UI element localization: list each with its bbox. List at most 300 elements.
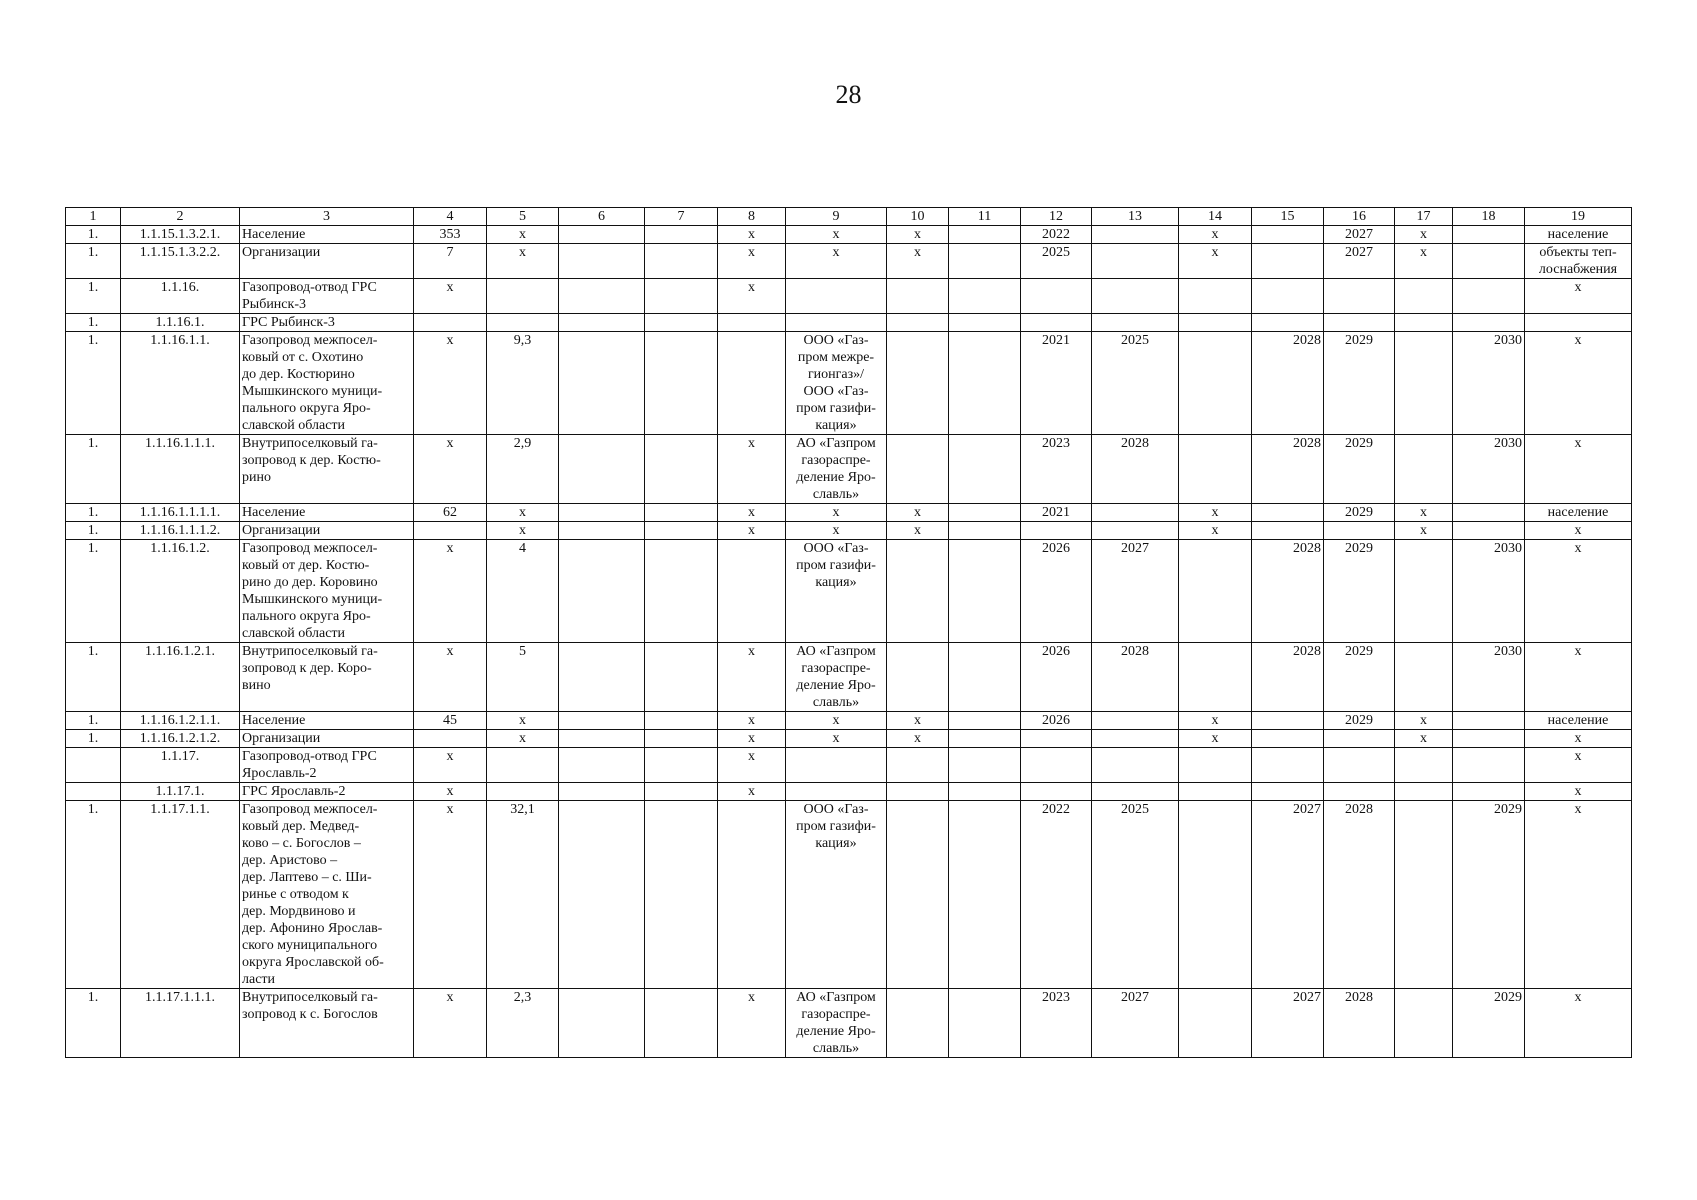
table-cell bbox=[887, 540, 949, 643]
column-header: 4 bbox=[414, 208, 487, 226]
table-cell bbox=[487, 314, 559, 332]
table-cell: Газопровод межпосел- ковый дер. Медвед- ково – с. Богослов – дер. Аристово – дер. Лаптево – с. Ши- ринье с отводом к дер. Мордвиново и дер. Афонино Ярослав- ского муниципального округа Ярославской об- ласти bbox=[240, 801, 414, 989]
table-cell bbox=[718, 332, 786, 435]
header-row bbox=[66, 208, 1632, 226]
table-cell: x bbox=[414, 540, 487, 643]
table-cell bbox=[559, 435, 645, 504]
table-cell: x bbox=[1525, 643, 1632, 712]
table-cell bbox=[559, 244, 645, 279]
table-cell bbox=[949, 748, 1021, 783]
table-cell: ГРС Ярославль-2 bbox=[240, 783, 414, 801]
table-cell: x bbox=[487, 504, 559, 522]
table-cell bbox=[1324, 748, 1395, 783]
table-cell: 1. bbox=[66, 504, 121, 522]
table-cell bbox=[949, 332, 1021, 435]
table-cell: 1. bbox=[66, 643, 121, 712]
table-cell bbox=[1092, 226, 1179, 244]
table-cell: 2023 bbox=[1021, 989, 1092, 1058]
table-cell bbox=[1252, 244, 1324, 279]
table-cell bbox=[1395, 332, 1453, 435]
table-cell bbox=[645, 748, 718, 783]
table-cell bbox=[949, 540, 1021, 643]
table-cell: x bbox=[1525, 801, 1632, 989]
table-cell: объекты теп- лоснабжения bbox=[1525, 244, 1632, 279]
table-cell bbox=[1092, 244, 1179, 279]
table-cell bbox=[1453, 314, 1525, 332]
column-header: 1 bbox=[66, 208, 121, 226]
table-cell bbox=[1453, 279, 1525, 314]
table-cell: x bbox=[1179, 712, 1252, 730]
table-cell bbox=[887, 801, 949, 989]
table-cell bbox=[645, 522, 718, 540]
table-row bbox=[66, 748, 1632, 783]
table-cell: x bbox=[414, 989, 487, 1058]
table-cell: Население bbox=[240, 226, 414, 244]
table-cell: x bbox=[1395, 244, 1453, 279]
table-cell bbox=[1395, 748, 1453, 783]
table-cell: 1.1.16.1.2.1. bbox=[121, 643, 240, 712]
table-cell bbox=[1179, 540, 1252, 643]
table-row bbox=[66, 226, 1632, 244]
table-cell: x bbox=[1525, 540, 1632, 643]
table-cell: x bbox=[1395, 730, 1453, 748]
table-cell: x bbox=[1525, 435, 1632, 504]
table-row bbox=[66, 504, 1632, 522]
column-header: 12 bbox=[1021, 208, 1092, 226]
table-cell bbox=[786, 314, 887, 332]
table-cell: 1.1.16.1.1.1. bbox=[121, 435, 240, 504]
table-cell: 1.1.17. bbox=[121, 748, 240, 783]
table-cell bbox=[1453, 504, 1525, 522]
table-cell: 2028 bbox=[1324, 801, 1395, 989]
table-cell: x bbox=[414, 801, 487, 989]
table-cell bbox=[487, 783, 559, 801]
table-row bbox=[66, 801, 1632, 989]
table-cell: Внутрипоселковый га- зопровод к с. Богослов bbox=[240, 989, 414, 1058]
table-cell bbox=[645, 730, 718, 748]
table-cell: 2027 bbox=[1092, 989, 1179, 1058]
table-cell: АО «Газпром газораспре- деление Яро- славль» bbox=[786, 435, 887, 504]
table-cell bbox=[1021, 783, 1092, 801]
column-header: 9 bbox=[786, 208, 887, 226]
table-cell bbox=[1252, 730, 1324, 748]
table-cell: 1.1.16.1.1.1.2. bbox=[121, 522, 240, 540]
table-cell: x bbox=[718, 643, 786, 712]
table-row bbox=[66, 989, 1632, 1058]
table-cell: x bbox=[1525, 730, 1632, 748]
table-cell bbox=[786, 783, 887, 801]
table-cell: 2030 bbox=[1453, 540, 1525, 643]
table-cell bbox=[1092, 314, 1179, 332]
column-header: 5 bbox=[487, 208, 559, 226]
table-cell: Газопровод-отвод ГРС Рыбинск-3 bbox=[240, 279, 414, 314]
table-cell: x bbox=[487, 522, 559, 540]
table-cell bbox=[645, 643, 718, 712]
column-header: 8 bbox=[718, 208, 786, 226]
table-cell bbox=[949, 279, 1021, 314]
table-cell: Организации bbox=[240, 244, 414, 279]
table-cell: 2022 bbox=[1021, 801, 1092, 989]
table-cell: x bbox=[718, 279, 786, 314]
table-cell bbox=[1179, 314, 1252, 332]
table-cell: x bbox=[718, 989, 786, 1058]
table-cell bbox=[66, 783, 121, 801]
table-cell: 1. bbox=[66, 279, 121, 314]
table-cell: 2030 bbox=[1453, 643, 1525, 712]
table-cell: 1. bbox=[66, 540, 121, 643]
table-cell bbox=[559, 504, 645, 522]
table-cell: x bbox=[718, 522, 786, 540]
table-cell bbox=[1021, 748, 1092, 783]
table-cell: x bbox=[718, 435, 786, 504]
table-cell bbox=[949, 314, 1021, 332]
table-cell: Внутрипоселковый га- зопровод к дер. Костю- рино bbox=[240, 435, 414, 504]
table-cell: x bbox=[487, 244, 559, 279]
table-cell bbox=[1092, 712, 1179, 730]
table-cell bbox=[645, 435, 718, 504]
page-number: 28 bbox=[835, 80, 862, 109]
column-header: 16 bbox=[1324, 208, 1395, 226]
table-cell bbox=[1092, 522, 1179, 540]
table-cell bbox=[559, 748, 645, 783]
table-cell: x bbox=[786, 522, 887, 540]
table-cell: 1.1.16.1.2.1.2. bbox=[121, 730, 240, 748]
table-cell: x bbox=[487, 712, 559, 730]
table-cell bbox=[1092, 748, 1179, 783]
table-cell bbox=[1252, 712, 1324, 730]
table-cell bbox=[1395, 435, 1453, 504]
table-cell bbox=[1395, 540, 1453, 643]
table-row bbox=[66, 712, 1632, 730]
table-cell: 1. bbox=[66, 435, 121, 504]
table-cell: АО «Газпром газораспре- деление Яро- славль» bbox=[786, 989, 887, 1058]
table-cell: 2029 bbox=[1324, 504, 1395, 522]
table-cell: 2026 bbox=[1021, 643, 1092, 712]
table-cell bbox=[559, 801, 645, 989]
table-cell bbox=[1021, 522, 1092, 540]
table-cell: 1. bbox=[66, 712, 121, 730]
table-cell: x bbox=[718, 730, 786, 748]
table-cell: 45 bbox=[414, 712, 487, 730]
table-cell: x bbox=[786, 712, 887, 730]
table-cell: 32,1 bbox=[487, 801, 559, 989]
table-row bbox=[66, 435, 1632, 504]
table-row bbox=[66, 314, 1632, 332]
table-cell bbox=[414, 730, 487, 748]
table-cell bbox=[414, 314, 487, 332]
table-cell: 1. bbox=[66, 989, 121, 1058]
table-cell bbox=[1525, 314, 1632, 332]
table-cell: x bbox=[1179, 730, 1252, 748]
column-header: 2 bbox=[121, 208, 240, 226]
table-cell: Внутрипоселковый га- зопровод к дер. Коро- вино bbox=[240, 643, 414, 712]
table-cell: 2025 bbox=[1021, 244, 1092, 279]
table-row bbox=[66, 730, 1632, 748]
table-cell: 2026 bbox=[1021, 712, 1092, 730]
table-cell: x bbox=[887, 522, 949, 540]
table-cell: 1.1.16.1. bbox=[121, 314, 240, 332]
table-cell: x bbox=[1525, 522, 1632, 540]
table-cell bbox=[1179, 332, 1252, 435]
table-cell bbox=[1021, 279, 1092, 314]
table-cell bbox=[1179, 748, 1252, 783]
column-header: 3 bbox=[240, 208, 414, 226]
table-cell bbox=[1179, 435, 1252, 504]
table-cell bbox=[949, 783, 1021, 801]
table-cell: Население bbox=[240, 712, 414, 730]
table-cell: 2029 bbox=[1324, 435, 1395, 504]
column-header: 19 bbox=[1525, 208, 1632, 226]
table-cell: x bbox=[1525, 279, 1632, 314]
table-cell: 2028 bbox=[1324, 989, 1395, 1058]
table-cell bbox=[1395, 783, 1453, 801]
table-cell: Газопровод межпосел- ковый от с. Охотино до дер. Костюрино Мышкинского муници- пального округа Яро- славской области bbox=[240, 332, 414, 435]
table-cell bbox=[786, 279, 887, 314]
table-row bbox=[66, 279, 1632, 314]
table-cell: 1.1.16.1.1.1.1. bbox=[121, 504, 240, 522]
table-cell: 2028 bbox=[1252, 435, 1324, 504]
table-cell: x bbox=[1525, 989, 1632, 1058]
table-cell bbox=[1021, 314, 1092, 332]
table-cell: население bbox=[1525, 226, 1632, 244]
table-cell: Организации bbox=[240, 730, 414, 748]
table-cell: x bbox=[1179, 504, 1252, 522]
table-cell: 1. bbox=[66, 801, 121, 989]
table-cell: 1.1.16.1.2.1.1. bbox=[121, 712, 240, 730]
table-cell: x bbox=[718, 226, 786, 244]
table-cell: x bbox=[414, 332, 487, 435]
table-cell: Газопровод межпосел- ковый от дер. Костю- рино до дер. Коровино Мышкинского муници- пального округа Яро- славской области bbox=[240, 540, 414, 643]
table-cell bbox=[949, 730, 1021, 748]
table-cell: АО «Газпром газораспре- деление Яро- славль» bbox=[786, 643, 887, 712]
table-cell bbox=[645, 504, 718, 522]
table-cell: x bbox=[414, 279, 487, 314]
table-cell bbox=[1021, 730, 1092, 748]
table-cell: x bbox=[487, 730, 559, 748]
data-table bbox=[65, 207, 1632, 1058]
table-cell: x bbox=[1395, 712, 1453, 730]
table-cell: x bbox=[1525, 332, 1632, 435]
table-cell bbox=[1179, 989, 1252, 1058]
table-cell: x bbox=[887, 504, 949, 522]
table-cell: 2028 bbox=[1252, 332, 1324, 435]
table-cell bbox=[949, 226, 1021, 244]
table-cell: Газопровод-отвод ГРС Ярославль-2 bbox=[240, 748, 414, 783]
column-header: 11 bbox=[949, 208, 1021, 226]
table-cell: 2025 bbox=[1092, 801, 1179, 989]
table-cell bbox=[645, 989, 718, 1058]
table-cell: 1.1.15.1.3.2.1. bbox=[121, 226, 240, 244]
table-cell: x bbox=[1525, 748, 1632, 783]
table-cell bbox=[559, 522, 645, 540]
table-cell bbox=[1395, 801, 1453, 989]
column-header: 10 bbox=[887, 208, 949, 226]
table-cell: 2029 bbox=[1453, 801, 1525, 989]
table-cell: x bbox=[887, 226, 949, 244]
column-header: 17 bbox=[1395, 208, 1453, 226]
table-cell bbox=[887, 783, 949, 801]
table-cell: x bbox=[887, 730, 949, 748]
table-cell bbox=[887, 989, 949, 1058]
table-cell: 9,3 bbox=[487, 332, 559, 435]
table-cell bbox=[1252, 522, 1324, 540]
table-cell: x bbox=[1395, 226, 1453, 244]
table-cell bbox=[1179, 801, 1252, 989]
table-cell bbox=[1324, 279, 1395, 314]
table-cell bbox=[559, 712, 645, 730]
table-cell: 1.1.16.1.1. bbox=[121, 332, 240, 435]
table-cell bbox=[1092, 504, 1179, 522]
table-cell: 1. bbox=[66, 244, 121, 279]
table-cell bbox=[645, 540, 718, 643]
table-cell: 2027 bbox=[1252, 989, 1324, 1058]
table-cell: x bbox=[487, 226, 559, 244]
table-cell: 2029 bbox=[1324, 540, 1395, 643]
table-cell bbox=[1395, 279, 1453, 314]
table-cell: x bbox=[1395, 504, 1453, 522]
table-cell: Организации bbox=[240, 522, 414, 540]
table-cell: 1. bbox=[66, 522, 121, 540]
table-cell: 2027 bbox=[1252, 801, 1324, 989]
table-cell: 2026 bbox=[1021, 540, 1092, 643]
table-cell: x bbox=[887, 712, 949, 730]
table-cell bbox=[1453, 712, 1525, 730]
table-cell: 2,3 bbox=[487, 989, 559, 1058]
table-cell: x bbox=[414, 643, 487, 712]
table-cell bbox=[66, 748, 121, 783]
table-cell bbox=[1395, 314, 1453, 332]
table-cell: x bbox=[786, 504, 887, 522]
table-cell bbox=[887, 643, 949, 712]
table-cell bbox=[887, 748, 949, 783]
table-cell: x bbox=[414, 783, 487, 801]
table-cell bbox=[645, 712, 718, 730]
table-cell: 2022 bbox=[1021, 226, 1092, 244]
table-cell: 2029 bbox=[1324, 332, 1395, 435]
table-cell bbox=[1179, 783, 1252, 801]
table-cell bbox=[887, 314, 949, 332]
table-cell bbox=[949, 712, 1021, 730]
table-cell bbox=[1179, 279, 1252, 314]
table-cell: 2028 bbox=[1092, 435, 1179, 504]
table-cell bbox=[887, 279, 949, 314]
table-cell bbox=[645, 801, 718, 989]
table-cell: 2030 bbox=[1453, 435, 1525, 504]
table-cell bbox=[1453, 244, 1525, 279]
table-cell bbox=[949, 435, 1021, 504]
table-cell bbox=[949, 801, 1021, 989]
table-cell: 2,9 bbox=[487, 435, 559, 504]
table-cell bbox=[559, 279, 645, 314]
table-cell bbox=[645, 314, 718, 332]
table-cell bbox=[887, 332, 949, 435]
column-header: 14 bbox=[1179, 208, 1252, 226]
table-cell: x bbox=[786, 244, 887, 279]
table-cell: 2027 bbox=[1324, 226, 1395, 244]
table-cell: 353 bbox=[414, 226, 487, 244]
table-cell: 2021 bbox=[1021, 504, 1092, 522]
table-cell: x bbox=[414, 435, 487, 504]
table-cell: ГРС Рыбинск-3 bbox=[240, 314, 414, 332]
table-cell: 4 bbox=[487, 540, 559, 643]
table-cell bbox=[1324, 314, 1395, 332]
table-cell: 2023 bbox=[1021, 435, 1092, 504]
table-cell bbox=[559, 783, 645, 801]
table-cell bbox=[487, 279, 559, 314]
table-cell: 1. bbox=[66, 730, 121, 748]
column-header: 18 bbox=[1453, 208, 1525, 226]
table-cell: x bbox=[414, 748, 487, 783]
table-cell bbox=[645, 244, 718, 279]
table-cell: 2030 bbox=[1453, 332, 1525, 435]
table-cell: население bbox=[1525, 504, 1632, 522]
table-row bbox=[66, 783, 1632, 801]
table-row bbox=[66, 522, 1632, 540]
table-cell: x bbox=[786, 730, 887, 748]
table-row bbox=[66, 244, 1632, 279]
table-cell bbox=[1324, 522, 1395, 540]
table-cell bbox=[645, 226, 718, 244]
table-cell bbox=[1395, 989, 1453, 1058]
table-cell bbox=[645, 783, 718, 801]
table-row bbox=[66, 643, 1632, 712]
table-cell: 1.1.15.1.3.2.2. bbox=[121, 244, 240, 279]
table-cell: 2029 bbox=[1324, 712, 1395, 730]
table-cell: x bbox=[786, 226, 887, 244]
table-cell bbox=[718, 801, 786, 989]
table-cell bbox=[786, 748, 887, 783]
table-cell bbox=[1252, 314, 1324, 332]
table-cell bbox=[1453, 783, 1525, 801]
table-cell: 1.1.16. bbox=[121, 279, 240, 314]
table-cell: 7 bbox=[414, 244, 487, 279]
table-cell: 1.1.17.1. bbox=[121, 783, 240, 801]
table-cell bbox=[559, 226, 645, 244]
table-cell: 1. bbox=[66, 226, 121, 244]
table-cell bbox=[487, 748, 559, 783]
table-cell: 2027 bbox=[1324, 244, 1395, 279]
table-cell: 2025 bbox=[1092, 332, 1179, 435]
table-cell bbox=[949, 504, 1021, 522]
table-cell: x bbox=[718, 783, 786, 801]
table-cell bbox=[559, 643, 645, 712]
table-cell bbox=[1252, 783, 1324, 801]
table-cell: x bbox=[718, 504, 786, 522]
table-cell bbox=[1252, 226, 1324, 244]
table-cell bbox=[1324, 783, 1395, 801]
table-cell bbox=[1092, 730, 1179, 748]
table-cell: 2028 bbox=[1252, 540, 1324, 643]
table-cell: x bbox=[718, 712, 786, 730]
table-cell: x bbox=[1395, 522, 1453, 540]
table-cell: 5 bbox=[487, 643, 559, 712]
table-cell: x bbox=[887, 244, 949, 279]
table-cell: x bbox=[718, 244, 786, 279]
table-cell bbox=[1092, 783, 1179, 801]
table-cell bbox=[949, 989, 1021, 1058]
table-cell bbox=[1324, 730, 1395, 748]
table-cell: 2029 bbox=[1453, 989, 1525, 1058]
table-cell bbox=[1453, 226, 1525, 244]
table-cell: 2021 bbox=[1021, 332, 1092, 435]
column-header: 6 bbox=[559, 208, 645, 226]
table-cell bbox=[559, 332, 645, 435]
table-cell bbox=[1453, 730, 1525, 748]
table-cell bbox=[414, 522, 487, 540]
table-cell: население bbox=[1525, 712, 1632, 730]
table-cell bbox=[559, 730, 645, 748]
table-cell: x bbox=[1179, 226, 1252, 244]
